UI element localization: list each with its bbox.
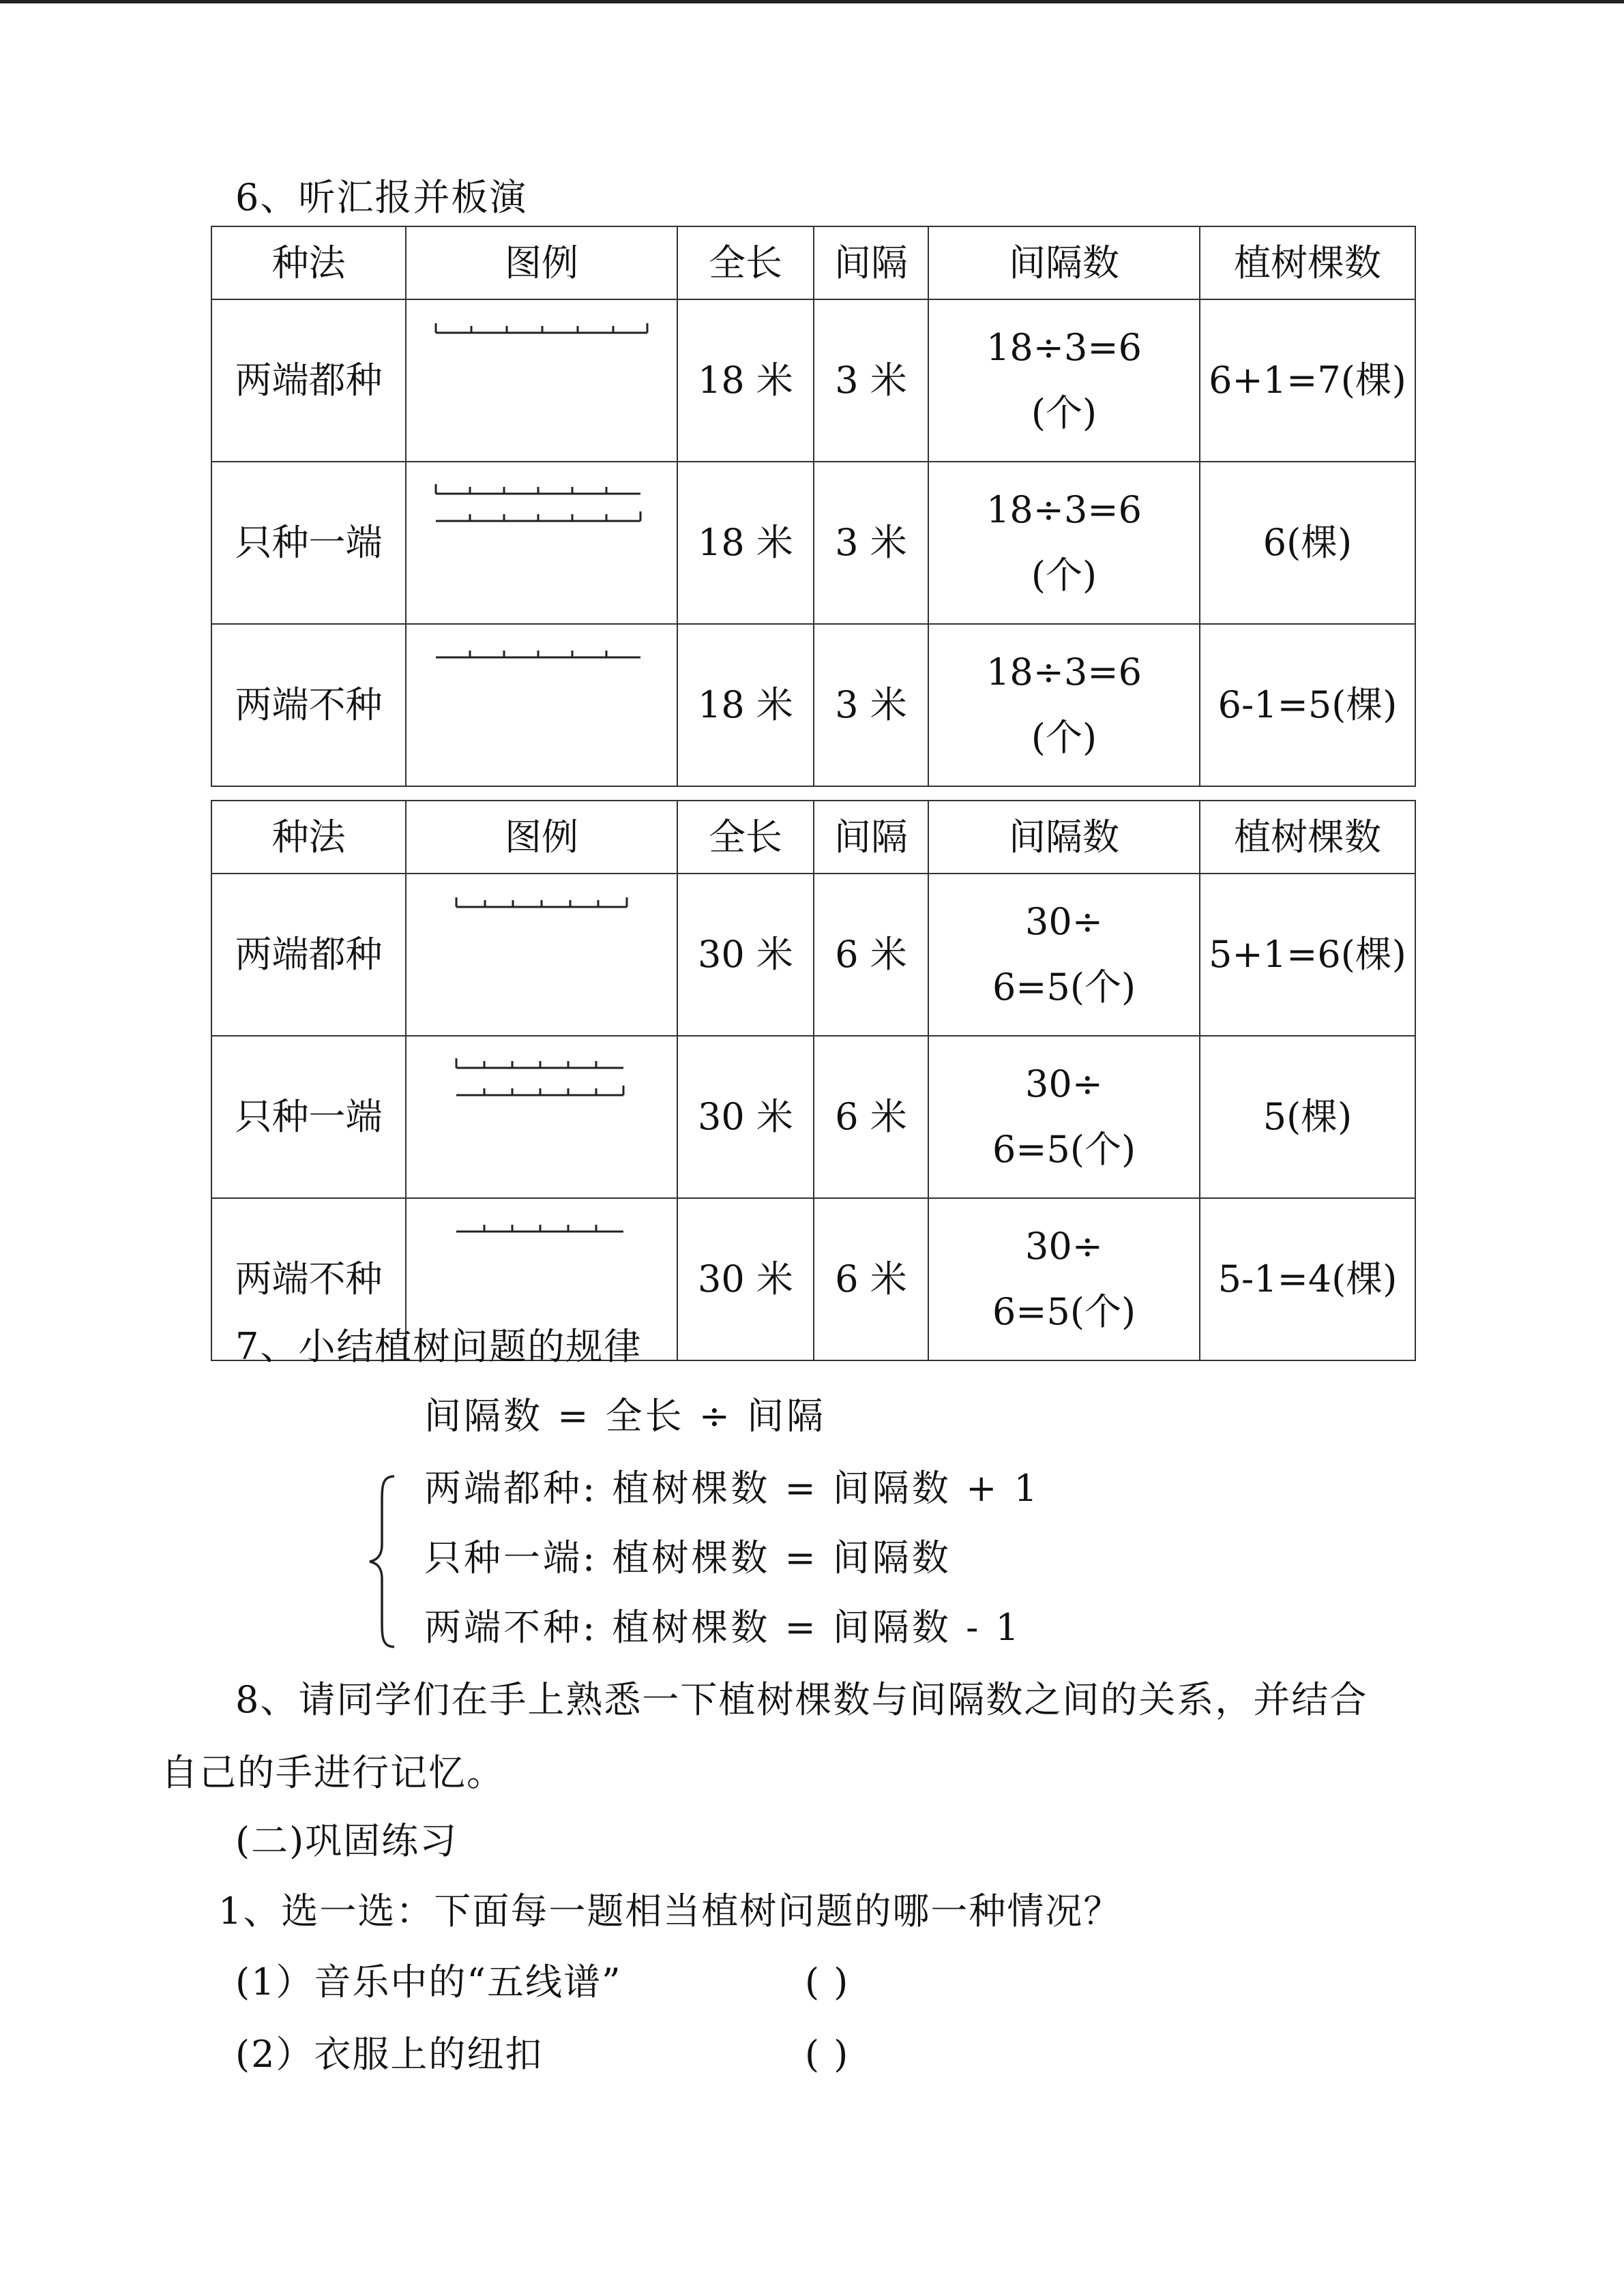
header-method: 种法 [211,226,406,299]
summary-neither-end: 两端不种: 植树棵数 = 间隔数 - 1 [424,1606,1022,1649]
header-tree-count: 植树棵数 [1200,226,1415,299]
header-tree-count: 植树棵数 [1200,801,1415,874]
curly-brace-icon [367,1473,401,1650]
answer-blank-2[interactable]: ( ) [805,2033,850,2076]
method-cell: 两端都种 [211,299,406,462]
section-8-text-line2: 自己的手进行记忆。 [161,1751,505,1794]
table-header-row [211,226,1415,299]
tree-count-cell: 5-1=4(棵) [1200,1198,1415,1360]
both-ends-diagram [432,319,651,346]
header-length: 全长 [677,801,814,874]
tree-count-cell: 5+1=6(棵) [1200,874,1415,1036]
gap-count-cell [928,1198,1200,1360]
tree-count-cell: 6+1=7(棵) [1200,299,1415,462]
question-1: 1、选一选：下面每一题相当植树问题的哪一种情况？ [218,1890,1122,1933]
gap-cell: 6 米 [814,1198,928,1360]
one-end-diagram [432,481,651,529]
neither-end-diagram [453,1218,630,1245]
question-1-item-2: (2）衣服上的纽扣 [235,2033,544,2076]
diagram-cell [406,874,677,1036]
gap-count-expression: 18÷3=6 [986,651,1142,694]
gap-count-cell [928,624,1200,786]
header-length: 全长 [677,226,814,299]
one-end-diagram [453,1056,630,1103]
gap-cell: 3 米 [814,299,928,462]
method-cell: 两端不种 [211,624,406,786]
gap-count-unit: (个) [1031,391,1097,434]
summary-gap-formula: 间隔数 = 全长 ÷ 间隔 [424,1395,827,1437]
summary-one-end: 只种一端: 植树棵数 = 间隔数 [424,1536,951,1579]
length-cell: 18 米 [677,299,814,462]
section-6-heading: 6、听汇报并板演 [235,176,528,219]
section-8-text-line1: 8、请同学们在手上熟悉一下植树棵数与间隔数之间的关系，并结合 [235,1678,1368,1721]
gap-cell: 3 米 [814,624,928,786]
gap-count-expression: 18÷3=6 [986,326,1142,369]
gap-count-result: 6=5(个) [992,1128,1136,1171]
answer-blank-1[interactable]: ( ) [805,1960,850,2003]
diagram-cell [406,462,677,624]
table-row [211,624,1415,786]
gap-count-cell [928,299,1200,462]
gap-cell: 3 米 [814,462,928,624]
diagram-cell [406,624,677,786]
gap-count-result: 6=5(个) [992,966,1136,1009]
method-cell: 只种一端 [211,1036,406,1198]
planting-table-1 [211,226,1416,787]
gap-count-expression: 18÷3=6 [986,488,1142,531]
summary-both-ends: 两端都种: 植树棵数 = 间隔数 + 1 [424,1467,1040,1510]
header-diagram: 图例 [406,226,677,299]
header-gap-count: 间隔数 [928,801,1200,874]
length-cell: 18 米 [677,624,814,786]
neither-end-diagram [432,644,651,671]
method-cell: 两端都种 [211,874,406,1036]
table-row [211,1036,1415,1198]
length-cell: 30 米 [677,1198,814,1360]
header-diagram: 图例 [406,801,677,874]
gap-count-cell [928,1036,1200,1198]
gap-cell: 6 米 [814,1036,928,1198]
both-ends-diagram [453,893,630,921]
gap-cell: 6 米 [814,874,928,1036]
gap-count-result: 6=5(个) [992,1290,1136,1333]
method-cell: 只种一端 [211,462,406,624]
table-header-row [211,801,1415,874]
practice-heading: (二)巩固练习 [235,1819,458,1862]
header-method: 种法 [211,801,406,874]
length-cell: 30 米 [677,1036,814,1198]
tree-count-cell: 6(棵) [1200,462,1415,624]
gap-count-unit: (个) [1031,716,1097,759]
planting-table-2 [211,800,1416,1361]
header-gap-count: 间隔数 [928,226,1200,299]
gap-count-expression: 30÷ [1025,1062,1103,1105]
gap-count-expression: 30÷ [1025,900,1103,943]
tree-count-cell: 5(棵) [1200,1036,1415,1198]
tree-count-cell: 6-1=5(棵) [1200,624,1415,786]
length-cell: 30 米 [677,874,814,1036]
table-row [211,874,1415,1036]
gap-count-cell [928,874,1200,1036]
header-gap: 间隔 [814,226,928,299]
length-cell: 18 米 [677,462,814,624]
diagram-cell [406,299,677,462]
table-row [211,462,1415,624]
diagram-cell [406,1036,677,1198]
question-1-item-1: (1）音乐中的“五线谱” [235,1960,622,2003]
page-top-rule [0,0,1624,3]
method-cell: 两端不种 [211,1198,406,1360]
header-gap: 间隔 [814,801,928,874]
table-row [211,299,1415,462]
gap-count-expression: 30÷ [1025,1225,1103,1268]
gap-count-cell [928,462,1200,624]
gap-count-unit: (个) [1031,554,1097,597]
section-7-heading: 7、小结植树问题的规律 [235,1325,643,1368]
